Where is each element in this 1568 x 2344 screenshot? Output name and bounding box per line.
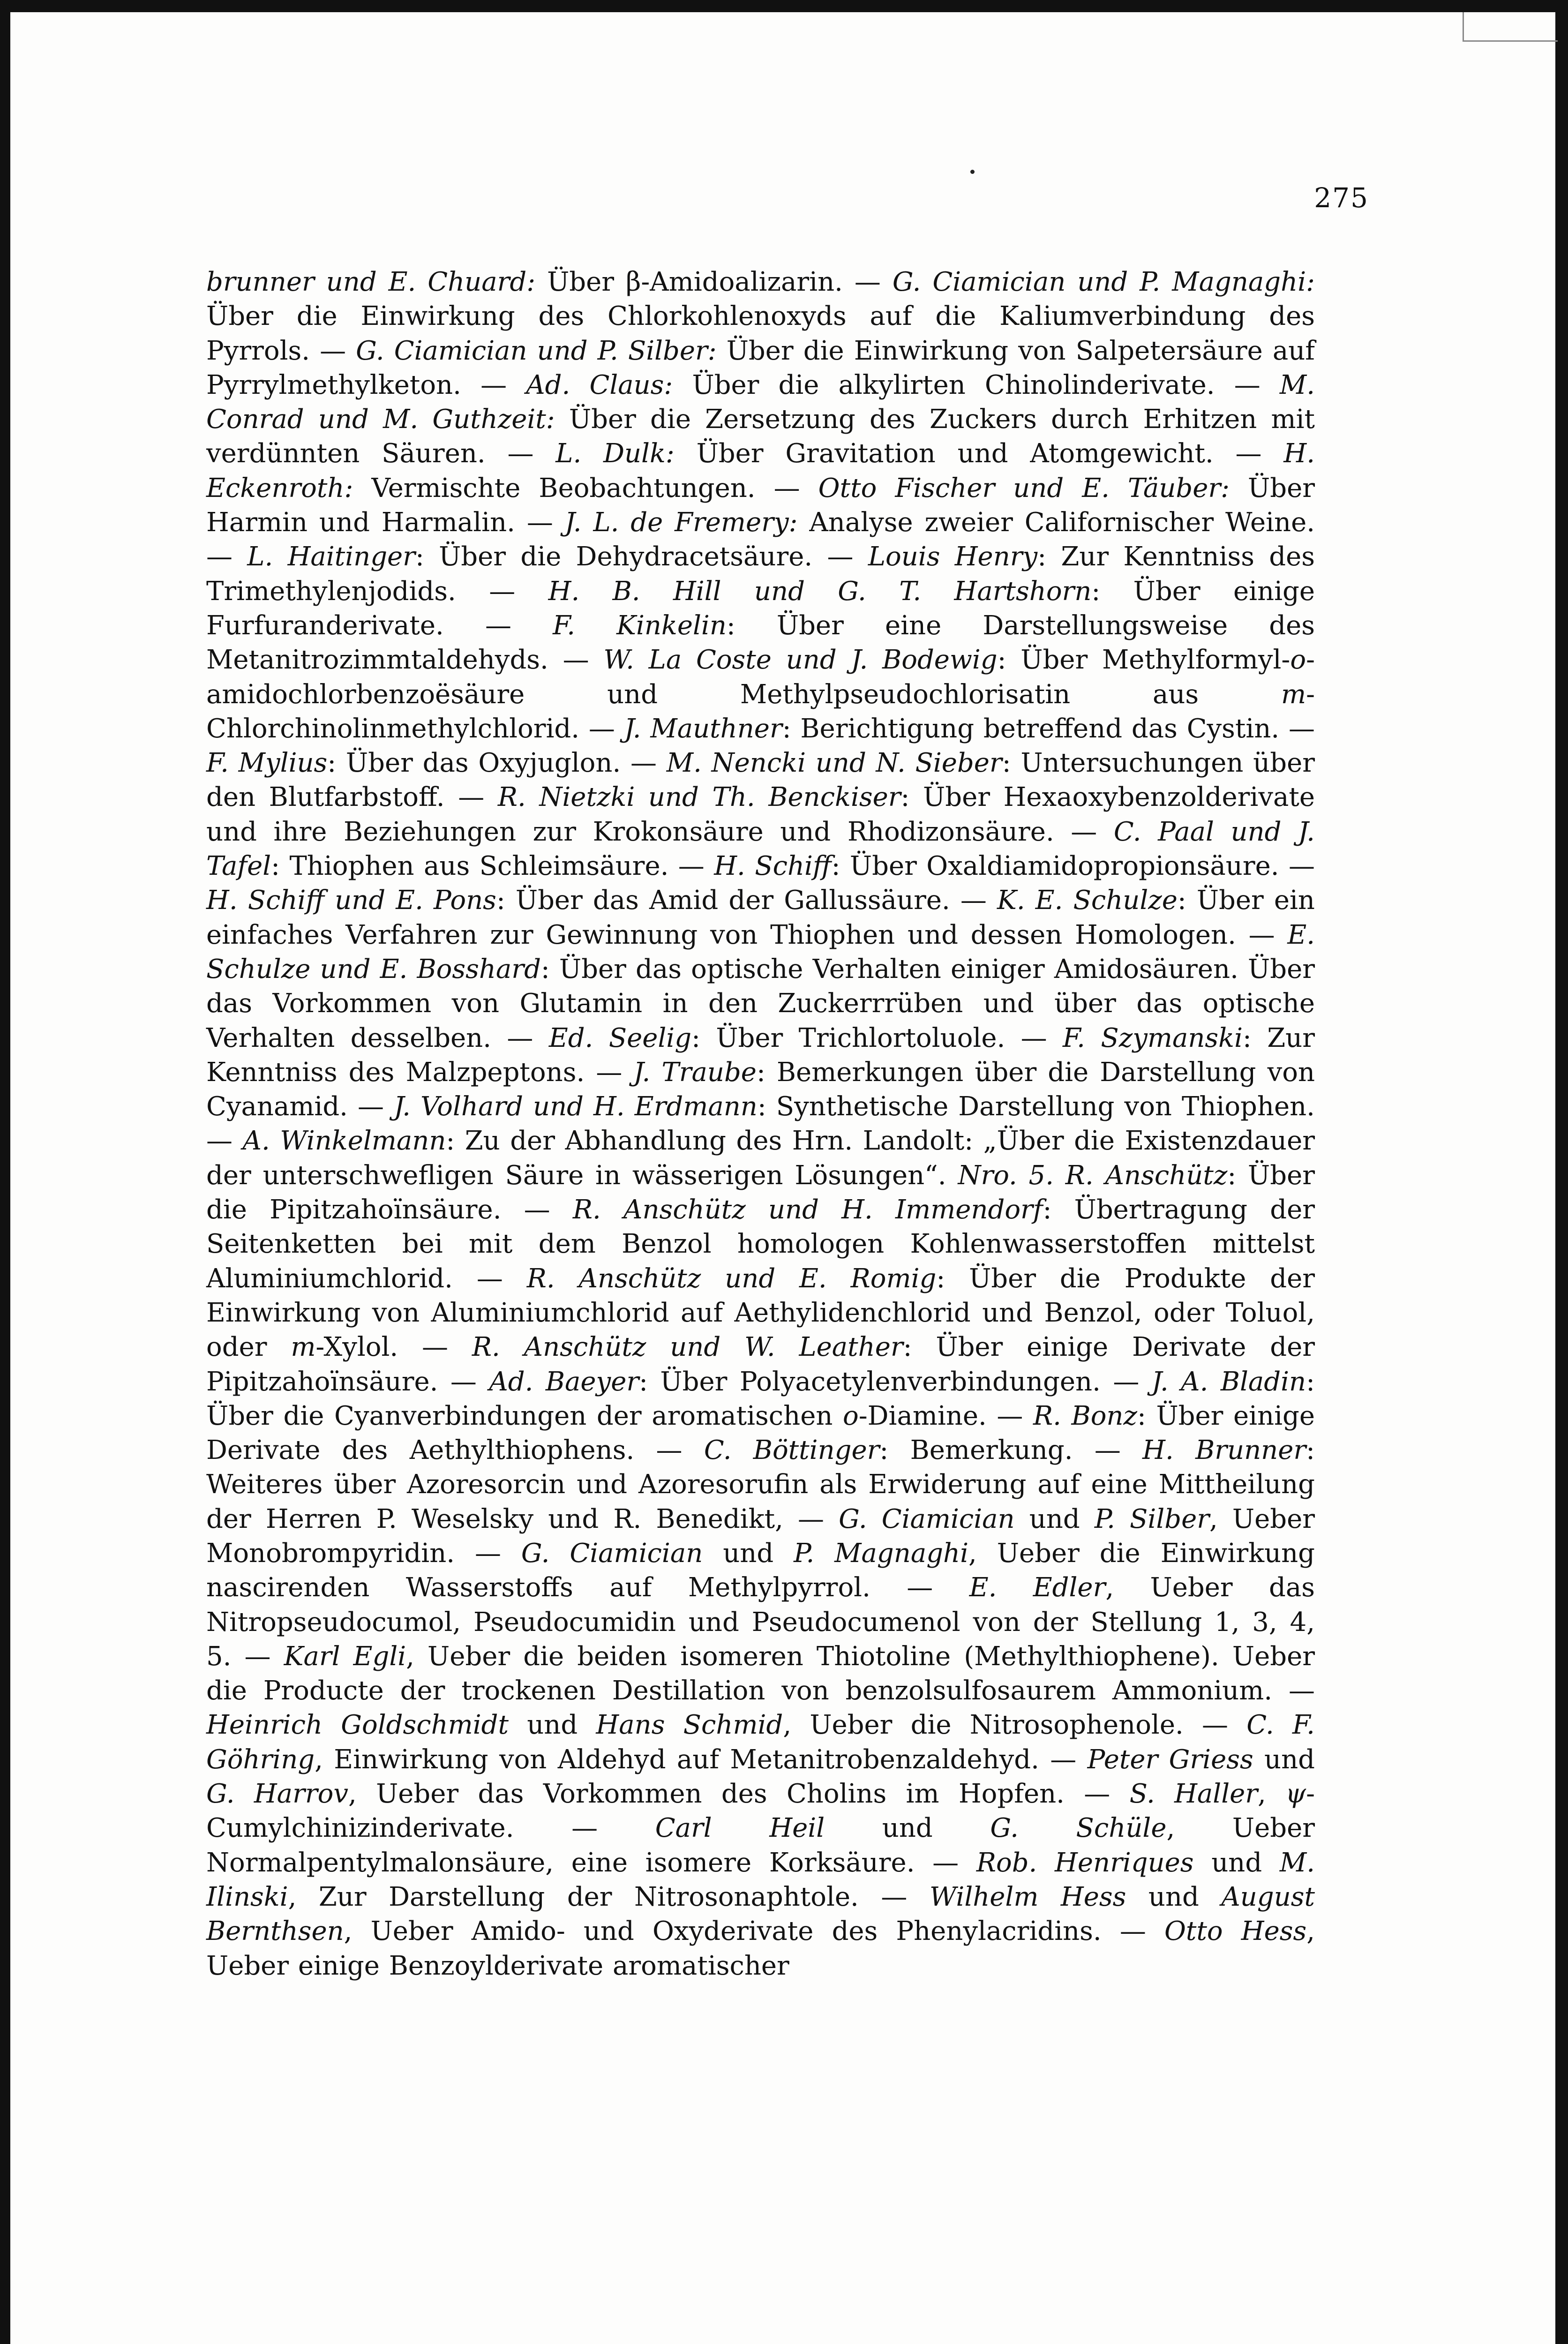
author-name: Ad. Claus: bbox=[526, 369, 673, 400]
author-name: m bbox=[1281, 679, 1306, 710]
author-name: m bbox=[291, 1332, 316, 1363]
author-name: C. Böttinger bbox=[704, 1435, 880, 1466]
entry-text: : Über die Produkte der Einwirkung von Aluminiumchlorid auf Aethylidenchlorid und Benzol, oder Toluol, oder bbox=[206, 1263, 1315, 1363]
entry-text: Über die Einwirkung des Chlorkohlenoxyds auf die Kaliumverbindung des Pyrrols. — bbox=[206, 301, 1315, 366]
entry-text: , Ueber das Vorkommen des Cholins im Hopfen. — bbox=[348, 1779, 1130, 1810]
entry-text: : Über Methylformyl- bbox=[997, 645, 1290, 676]
author-name: H. Eckenroth: bbox=[206, 438, 1315, 503]
entry-text: -Xylol. — bbox=[315, 1332, 472, 1363]
entry-text: und bbox=[509, 1710, 596, 1741]
entry-text: : Zur Kenntniss des Malzpeptons. — bbox=[206, 1022, 1315, 1088]
author-name: F. Kinkelin bbox=[553, 610, 727, 641]
entry-text: : Berichtigung betreffend das Cystin. — bbox=[782, 713, 1315, 744]
author-name: o bbox=[1290, 645, 1306, 676]
author-name: August Bernthsen bbox=[206, 1881, 1315, 1947]
entry-text: : Über einige Furfuranderivate. — bbox=[206, 576, 1315, 641]
author-name: R. Nietzki und Th. Benckiser bbox=[497, 782, 901, 813]
entry-text: Über Gravitation und Atomgewicht. — bbox=[674, 438, 1284, 469]
entry-text: , Einwirkung von Aldehyd auf Metanitrobenzaldehyd. — bbox=[315, 1744, 1088, 1775]
author-name: ψ bbox=[1285, 1779, 1306, 1810]
scan-corner-mark bbox=[1463, 12, 1558, 42]
entry-text: -amidochlorbenzoësäure und Methylpseudochlorisatin aus bbox=[206, 645, 1315, 710]
entry-text: : Bemerkungen über die Darstellung von Cyanamid. — bbox=[206, 1057, 1315, 1122]
author-name: R. Bonz bbox=[1033, 1400, 1137, 1431]
author-name: Nro. 5. R. Anschütz bbox=[958, 1160, 1228, 1191]
author-name: G. Schüle bbox=[990, 1813, 1167, 1844]
entry-text: -Diamine. — bbox=[858, 1400, 1034, 1431]
author-name: J. A. Bladin bbox=[1151, 1366, 1306, 1397]
author-name: M. Conrad und M. Guthzeit: bbox=[206, 369, 1315, 435]
entry-text: Über die Einwirkung von Salpetersäure auf Pyrrylmethylketon. — bbox=[206, 335, 1315, 400]
entry-text: : Über Polyacetylenverbindungen. — bbox=[639, 1366, 1152, 1397]
body-text bbox=[206, 265, 1315, 1983]
entry-text: Vermischte Beobachtungen. — bbox=[353, 473, 818, 503]
entry-text: Über die alkylirten Chinolinderivate. — bbox=[673, 369, 1280, 400]
author-name: H. B. Hill und G. T. Hartshorn bbox=[548, 576, 1092, 607]
author-name: Otto Hess bbox=[1164, 1916, 1307, 1947]
author-name: G. Ciamician bbox=[839, 1503, 1015, 1534]
entry-text: : Über das Oxyjuglon. — bbox=[327, 748, 667, 779]
entry-text: : Über ein einfaches Verfahren zur Gewinnung von Thiophen und dessen Homologen. — bbox=[206, 885, 1315, 950]
entry-text: : Thiophen aus Schleimsäure. — bbox=[271, 851, 714, 882]
author-name: R. Anschütz und H. Immendorf bbox=[572, 1195, 1043, 1225]
entry-text: : Untersuchungen über den Blutfarbstoff. — bbox=[206, 748, 1315, 813]
entry-text: : Über das optische Verhalten einiger Amidosäuren. Über das Vorkommen von Glutamin in den Zuckerrrüben und über das optische Verhalten desselben. — bbox=[206, 954, 1315, 1053]
entry-text: : Über eine Darstellungsweise des Metanitrozimmtaldehyds. — bbox=[206, 610, 1315, 676]
author-name: H. Brunner bbox=[1142, 1435, 1306, 1466]
entry-text: : Weiteres über Azoresorcin und Azoresorufin als Erwiderung auf eine Mittheilung der Herren P. Weselsky und R. Benedikt, — bbox=[206, 1435, 1315, 1534]
author-name: E. Edler bbox=[969, 1572, 1106, 1603]
entry-text: und bbox=[1014, 1503, 1095, 1534]
author-name: o bbox=[843, 1400, 859, 1431]
author-name: L. Haitinger bbox=[247, 541, 415, 572]
entry-text: : Über einige Derivate des Aethylthiophens. — bbox=[206, 1400, 1315, 1466]
author-name: Ed. Seelig bbox=[548, 1022, 692, 1053]
author-name: brunner und E. Chuard: bbox=[206, 267, 536, 297]
author-name: J. Traube bbox=[633, 1057, 757, 1088]
entry-text: , Ueber die beiden isomeren Thiotoline (Methylthiophene). Ueber die Producte der trockenen Destillation von benzolsulfosaurem Ammonium. — bbox=[206, 1641, 1315, 1706]
author-name: C. Paal und J. Tafel bbox=[206, 816, 1315, 882]
author-name: S. Haller bbox=[1129, 1779, 1258, 1810]
author-name: C. F. Göhring bbox=[206, 1710, 1315, 1775]
author-name: J. L. de Fremery: bbox=[564, 507, 798, 538]
entry-text: und bbox=[703, 1538, 794, 1569]
entry-text: und bbox=[825, 1813, 990, 1844]
author-name: F. Mylius bbox=[206, 748, 328, 779]
entry-text: -Chlorchinolinmethylchlorid. — bbox=[206, 679, 1315, 744]
author-name: E. Schulze und E. Bosshard bbox=[206, 919, 1315, 984]
ink-speck bbox=[970, 170, 975, 174]
author-name: Heinrich Goldschmidt bbox=[206, 1710, 509, 1741]
entry-text: Über Harmin und Harmalin. — bbox=[206, 473, 1315, 538]
author-name: P. Silber bbox=[1094, 1503, 1209, 1534]
author-name: Rob. Henriques bbox=[976, 1847, 1194, 1878]
entry-text: Analyse zweier Californischer Weine. — bbox=[206, 507, 1315, 572]
entry-text: , Ueber die Nitrosophenole. — bbox=[783, 1710, 1247, 1741]
scan-border-right bbox=[1555, 0, 1568, 2344]
author-name: K. E. Schulze bbox=[997, 885, 1178, 916]
entry-text: : Übertragung der Seitenketten bei mit dem Benzol homologen Kohlenwasserstoffen mittelst Aluminiumchlorid. — bbox=[206, 1195, 1315, 1294]
entry-text: , bbox=[1258, 1779, 1286, 1810]
author-name: M. Ilinski bbox=[206, 1847, 1315, 1912]
entry-text: , Zur Darstellung der Nitrosonaphtole. — bbox=[288, 1881, 930, 1912]
entry-text: : Bemerkung. — bbox=[879, 1435, 1143, 1466]
author-name: J. Mauthner bbox=[624, 713, 782, 744]
entry-text: und bbox=[1253, 1744, 1315, 1775]
entry-text: : Über das Amid der Gallussäure. — bbox=[496, 885, 997, 916]
entry-text: , Ueber Monobrompyridin. — bbox=[206, 1503, 1315, 1569]
entry-text: : Synthetische Darstellung von Thiophen. — bbox=[206, 1091, 1315, 1157]
entry-text: : Über Hexaoxybenzolderivate und ihre Beziehungen zur Krokonsäure und Rhodizonsäure. — bbox=[206, 782, 1315, 847]
entry-text: : Über Trichlortoluole. — bbox=[691, 1022, 1063, 1053]
author-name: F. Szymanski bbox=[1063, 1022, 1243, 1053]
author-name: G. Ciamician bbox=[521, 1538, 703, 1569]
entry-text: : Über die Dehydracetsäure. — bbox=[415, 541, 868, 572]
author-name: G. Harrov bbox=[206, 1779, 348, 1810]
entry-text: und bbox=[1126, 1881, 1222, 1912]
author-name: Carl Heil bbox=[655, 1813, 825, 1844]
author-name: Karl Egli bbox=[284, 1641, 406, 1672]
entry-text: und bbox=[1193, 1847, 1280, 1878]
author-name: Peter Griess bbox=[1087, 1744, 1253, 1775]
scan-border-top bbox=[0, 0, 1568, 12]
author-name: P. Magnaghi bbox=[794, 1538, 969, 1569]
author-name: Wilhelm Hess bbox=[929, 1881, 1126, 1912]
page-number: 275 bbox=[1314, 182, 1369, 214]
author-name: Otto Fischer und E. Täuber: bbox=[818, 473, 1230, 503]
scan-border-left bbox=[0, 0, 10, 2344]
author-name: Hans Schmid bbox=[596, 1710, 783, 1741]
author-name: R. Anschütz und E. Romig bbox=[526, 1263, 937, 1294]
entry-text: , Ueber Normalpentylmalonsäure, eine isomere Korksäure. — bbox=[206, 1813, 1315, 1878]
entry-text: , Ueber die Einwirkung nascirenden Wasserstoffs auf Methylpyrrol. — bbox=[206, 1538, 1315, 1603]
entry-text: : Über die Pipitzahoïnsäure. — bbox=[206, 1160, 1315, 1225]
entry-text: -Cumylchinizinderivate. — bbox=[206, 1779, 1315, 1844]
author-name: A. Winkelmann bbox=[242, 1126, 446, 1157]
author-name: L. Dulk: bbox=[555, 438, 675, 469]
entry-text: : Über einige Derivate der Pipitzahoïnsäure. — bbox=[206, 1332, 1315, 1397]
entry-text: , Ueber Amido- und Oxyderivate des Phenylacridins. — bbox=[344, 1916, 1164, 1947]
entry-text: Über die Zersetzung des Zuckers durch Erhitzen mit verdünnten Säuren. — bbox=[206, 404, 1315, 469]
entry-text: , Ueber das Nitropseudocumol, Pseudocumidin und Pseudocumenol von der Stellung 1, 3, 4, 5. — bbox=[206, 1572, 1315, 1672]
entry-text: : Zu der Abhandlung des Hrn. Landolt: „Über die Existenzdauer der unterschwefligen Säure in wässerigen Lösungen“. bbox=[206, 1126, 1315, 1191]
entry-text: : Über Oxaldiamidopropionsäure. — bbox=[831, 851, 1315, 882]
author-name: Ad. Baeyer bbox=[489, 1366, 639, 1397]
author-name: G. Ciamician und P. Silber: bbox=[356, 335, 717, 366]
author-name: H. Schiff und E. Pons bbox=[206, 885, 496, 916]
entry-text: : Zur Kenntniss des Trimethylenjodids. — bbox=[206, 541, 1315, 607]
author-name: W. La Coste und J. Bodewig bbox=[603, 645, 998, 676]
author-name: J. Volhard und H. Erdmann bbox=[394, 1091, 758, 1122]
author-name: M. Nencki und N. Sieber bbox=[666, 748, 1002, 779]
entry-text: Über β-Amidoalizarin. — bbox=[535, 267, 893, 297]
entry-text: : Über die Cyanverbindungen der aromatischen bbox=[206, 1366, 1315, 1431]
author-name: G. Ciamician und P. Magnaghi: bbox=[892, 267, 1315, 297]
author-name: R. Anschütz und W. Leather bbox=[472, 1332, 903, 1363]
entry-text: , Ueber einige Benzoylderivate aromatischer bbox=[206, 1916, 1315, 1981]
author-name: Louis Henry bbox=[868, 541, 1038, 572]
author-name: H. Schiff bbox=[714, 851, 832, 882]
